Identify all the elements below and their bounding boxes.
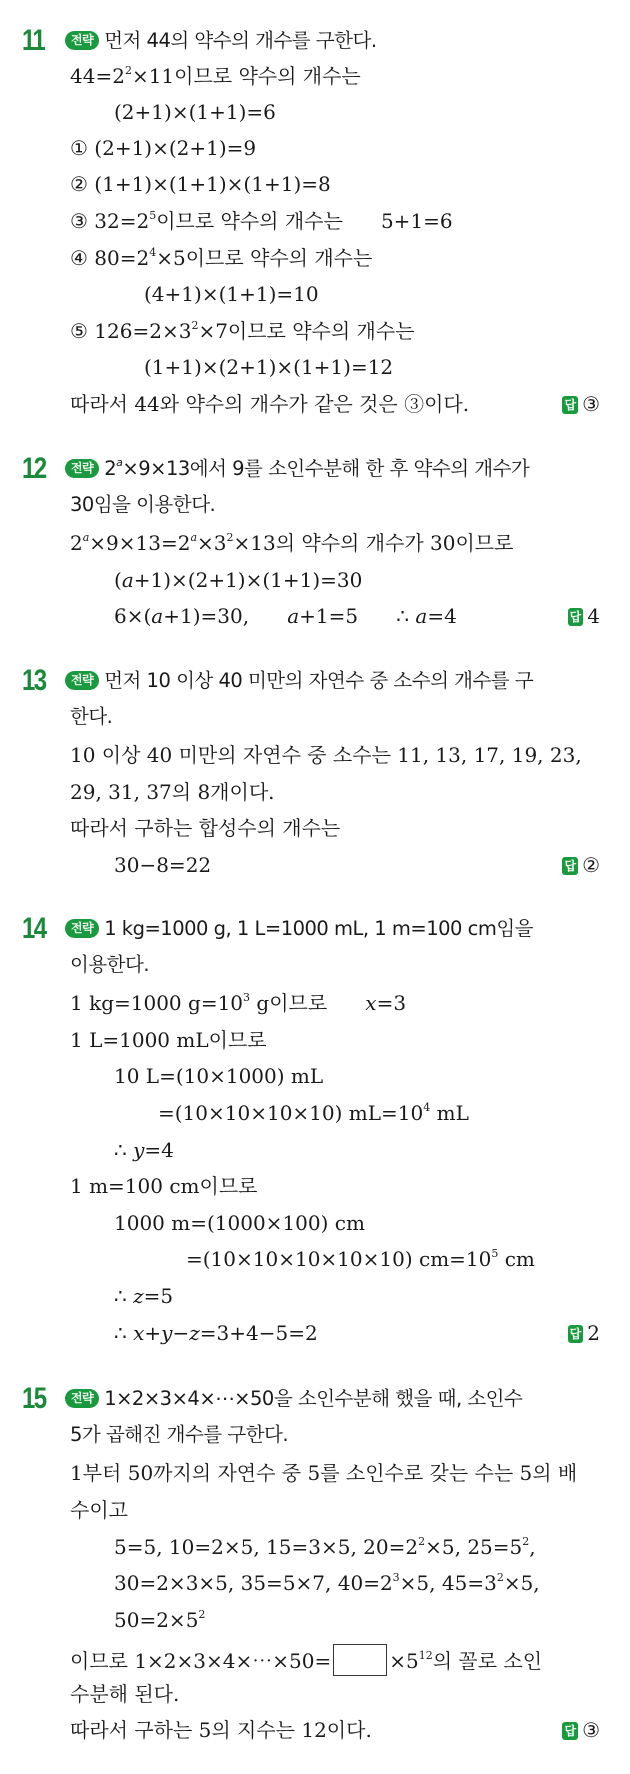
solution-line: =(10×10×10×10) $mL=10^4$ mL — [158, 1101, 469, 1125]
solution-line: (4+1)×(1+1)=10 — [144, 282, 319, 306]
answer-badge: 답 — [564, 1724, 577, 1738]
solution-line: 30−8=22 — [114, 853, 212, 877]
answer: 답 ③ — [564, 1718, 600, 1742]
strategy-badge: 전략 — [65, 919, 99, 938]
solution-line: 10 L=(10×1000) mL — [114, 1064, 324, 1088]
solution-line: $44=2^2\times 11$이므로 약수의 개수는 — [70, 64, 361, 88]
problem-number: 12 — [22, 452, 46, 485]
strategy-badge: 전략 — [65, 31, 99, 50]
solution-line: 30=2×3×5, 35=5×7, $40=2^3\times 5$, $45=3^2\times 5$, — [114, 1571, 540, 1595]
solution-line: ∴ y=4 — [114, 1138, 174, 1162]
strategy-line — [65, 28, 377, 54]
solution-line: 수분해 된다. — [70, 1682, 180, 1706]
answer: 답 4 — [569, 604, 600, 628]
problem-number: 11 — [22, 24, 45, 57]
solution-line: 1 m=100 cm이므로 — [70, 1174, 258, 1198]
answer-badge: 답 — [569, 1327, 582, 1341]
problem-number: 14 — [22, 912, 46, 945]
answer: 답 ② — [564, 853, 600, 877]
solution-line: 따라서 44와 약수의 개수가 같은 것은 ③이다. — [70, 392, 470, 416]
solution-line: ③ $32=2^5$이므로 약수의 개수는 5+1=6 — [70, 209, 453, 233]
blank-box — [333, 1644, 387, 1676]
solution-line: 1 kg=1000 $g=10^3$ g이므로 x=3 — [70, 991, 407, 1015]
solution-line: 29, 31, 37의 8개이다. — [70, 780, 275, 804]
solution-line: $50=2\times 5^2$ — [114, 1608, 206, 1632]
solution-line: 1부터 50까지의 자연수 중 5를 소인수로 갖는 수는 5의 배 — [70, 1461, 578, 1485]
solution-line: 5=5, 10=2×5, 15=3×5, $20=2^2\times 5$, $25=5^2$, — [114, 1535, 536, 1559]
solution-line: ① (2+1)×(2+1)=9 — [70, 136, 257, 160]
strategy-line: 전략 1×2×3×4×⋯×50을 소인수분해 했을 때, 소인수 — [65, 1386, 522, 1412]
solution-line: 6×(a+1)=30, a+1=5 ∴ a=4 — [114, 604, 457, 628]
strategy-badge: 전략 — [65, 671, 99, 690]
strategy-line: 5가 곱해진 개수를 구한다. — [70, 1423, 289, 1446]
solution-line: (1+1)×(2+1)×(1+1)=12 — [144, 355, 394, 379]
solution-line: 따라서 구하는 5의 지수는 12이다. — [70, 1718, 372, 1742]
solution-line: 10 이상 40 미만의 자연수 중 소수는 11, 13, 17, 19, 23, — [70, 743, 582, 767]
solution-line: 1 L=1000 mL이므로 — [70, 1028, 267, 1052]
strategy-badge: 전략 — [65, 1389, 99, 1408]
strategy-line: 30임을 이용한다. — [70, 493, 216, 516]
answer: 답 2 — [569, 1321, 600, 1345]
strategy-badge: 전략 — [65, 459, 99, 478]
solution-line: ∴ z=5 — [114, 1284, 174, 1308]
solution-line: (a+1)×(2+1)×(1+1)=30 — [114, 568, 363, 592]
answer-badge: 답 — [564, 859, 577, 873]
answer-badge: 답 — [569, 610, 582, 624]
strategy-line: 한다. — [70, 705, 113, 728]
strategy-line: 전략 $2^a\times 9\times 13$에서 9를 소인수분해 한 후 약수의 개수가 — [65, 456, 529, 482]
strategy-text: 먼저 44의 약수의 개수를 구한다. — [104, 29, 377, 52]
answer-badge: 답 — [564, 398, 577, 412]
solution-line: ② (1+1)×(1+1)×(1+1)=8 — [70, 172, 331, 196]
solution-line: 1000 m=(1000×100) cm — [114, 1211, 365, 1235]
solution-line: ④ $80=2^4\times 5$이므로 약수의 개수는 — [70, 246, 373, 270]
solution-line: (2+1)×(1+1)=6 — [114, 100, 276, 124]
strategy-line: 전략 먼저 10 이상 40 미만의 자연수 중 소수의 개수를 구 — [65, 668, 533, 694]
solution-line: 따라서 구하는 합성수의 개수는 — [70, 816, 341, 840]
solution-line: 수이고 — [70, 1498, 128, 1522]
solution-line: ∴ x+y−z=3+4−5=2 — [114, 1321, 318, 1345]
answer: 답 ③ — [564, 392, 600, 416]
strategy-line: 전략 1 kg=1000 g, 1 L=1000 mL, 1 m=100 cm임을 — [65, 916, 533, 942]
problem-number: 15 — [22, 1382, 46, 1415]
solution-line: $2^a\times 9\times 13=2^a\times 3^2\times 13$의 약수의 개수가 30이므로 — [70, 531, 514, 555]
solution-line: 이므로 1×2×3×4×⋯×50= $\times 5^{12}$의 꼴로 소인 — [70, 1644, 542, 1676]
solution-line: =(10×10×10×10×10) $cm=10^5$ cm — [186, 1247, 535, 1271]
strategy-line: 이용한다. — [70, 953, 150, 976]
problem-number: 13 — [22, 664, 46, 697]
solution-line: ⑤ $126=2\times 3^2\times 7$이므로 약수의 개수는 — [70, 319, 415, 343]
